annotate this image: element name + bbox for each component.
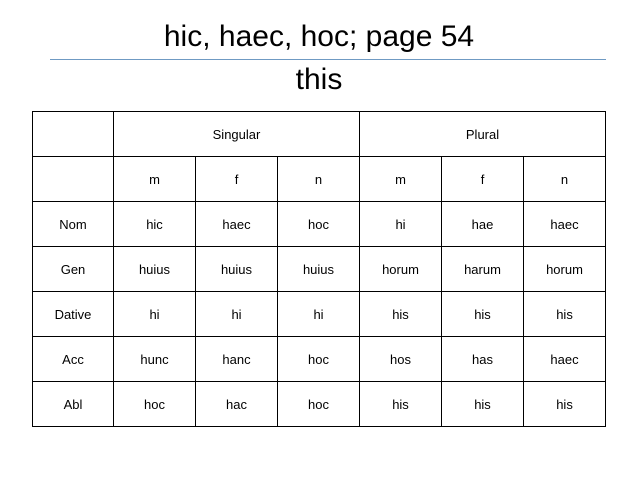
table-cell: hi <box>196 292 278 337</box>
table-row <box>33 292 606 337</box>
table-cell: his <box>524 382 606 427</box>
case-label: Abl <box>33 382 114 427</box>
table-cell: hi <box>278 292 360 337</box>
table-cell: horum <box>360 247 442 292</box>
table-cell: his <box>524 292 606 337</box>
singular-header: Singular <box>114 112 360 157</box>
declension-table <box>32 111 606 427</box>
gender-header: n <box>278 157 360 202</box>
table-cell: hic <box>114 202 196 247</box>
case-label: Acc <box>33 337 114 382</box>
table-cell: has <box>442 337 524 382</box>
plural-header: Plural <box>360 112 606 157</box>
gender-header: m <box>360 157 442 202</box>
gender-header: f <box>442 157 524 202</box>
table-cell: hunc <box>114 337 196 382</box>
table-cell: hi <box>114 292 196 337</box>
table-cell: hoc <box>278 202 360 247</box>
case-label: Nom <box>33 202 114 247</box>
table-cell: haec <box>524 202 606 247</box>
table-cell: haec <box>196 202 278 247</box>
table-row <box>33 202 606 247</box>
table-cell: haec <box>524 337 606 382</box>
gender-header: n <box>524 157 606 202</box>
case-label: Gen <box>33 247 114 292</box>
table-cell: hoc <box>278 382 360 427</box>
gender-header: m <box>114 157 196 202</box>
table-cell: hos <box>360 337 442 382</box>
slide-title: hic, haec, hoc; page 54 <box>163 20 475 53</box>
table-cell: hae <box>442 202 524 247</box>
table-cell: hoc <box>114 382 196 427</box>
gender-header: f <box>196 157 278 202</box>
table-cell: hanc <box>196 337 278 382</box>
table-cell: his <box>442 382 524 427</box>
table-cell: huius <box>114 247 196 292</box>
table-cell: his <box>442 292 524 337</box>
slide-subtitle: this <box>295 63 343 96</box>
corner-cell <box>33 112 114 157</box>
table-cell: hac <box>196 382 278 427</box>
table-cell: his <box>360 292 442 337</box>
number-header-row <box>33 112 606 157</box>
table-cell: his <box>360 382 442 427</box>
gender-header-row <box>33 157 606 202</box>
corner-cell <box>33 157 114 202</box>
table-cell: horum <box>524 247 606 292</box>
table-row <box>33 247 606 292</box>
title-divider <box>50 59 606 60</box>
case-label: Dative <box>33 292 114 337</box>
table-cell: hi <box>360 202 442 247</box>
table-cell: huius <box>278 247 360 292</box>
table-row <box>33 337 606 382</box>
table-row <box>33 382 606 427</box>
table-cell: harum <box>442 247 524 292</box>
table-cell: huius <box>196 247 278 292</box>
table-cell: hoc <box>278 337 360 382</box>
